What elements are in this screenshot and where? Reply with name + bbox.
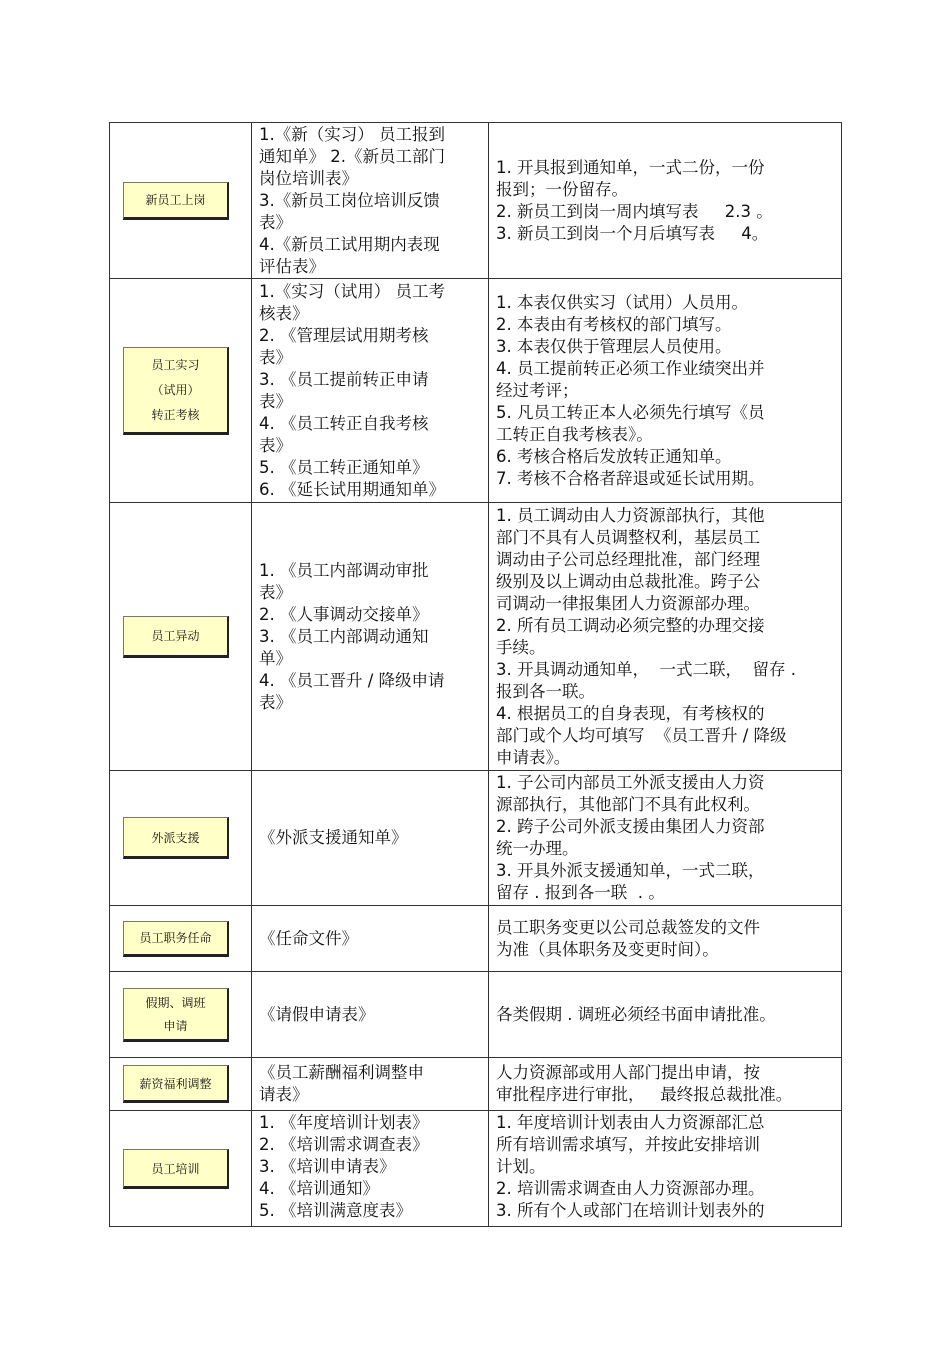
note-line: 工转正自我考核表》。 — [496, 424, 653, 444]
form-name-line: 4. 《员工晋升 / 降级申请 — [259, 670, 445, 690]
note-line: 源部执行，其他部门不具有此权利。 — [496, 795, 760, 814]
form-name-line: 表》 — [259, 391, 292, 411]
note-line: 1. 本表仅供实习（试用）人员用。 — [496, 292, 748, 312]
process-label-line: 假期、调班 — [145, 995, 206, 1010]
note-line: 2. 培训需求调查由人力资源部办理。 — [496, 1179, 765, 1198]
notes-cell — [489, 771, 842, 906]
process-name-cell — [110, 279, 252, 503]
table-row-leave-request — [110, 972, 842, 1058]
note-line: 调动由子公司总经理批准，部门经理 — [496, 549, 760, 569]
process-label-line: 薪资福利调整 — [139, 1076, 212, 1091]
form-name-line: 《外派支援通知单》 — [259, 828, 408, 847]
form-name-line: 4. 《员工转正自我考核 — [259, 413, 429, 433]
forms-cell — [252, 771, 489, 906]
form-name-line: 2. 《管理层试用期考核 — [259, 325, 429, 345]
note-line: 5. 凡员工转正本人必须先行填写《员 — [496, 402, 765, 422]
note-line: 4. 员工提前转正必须工作业绩突出并 — [496, 358, 765, 378]
process-label-line: 新员工上岗 — [145, 193, 206, 207]
process-label-box — [123, 921, 229, 957]
form-name-line: 3. 《员工内部调动通知 — [259, 626, 429, 646]
form-name-line: 4.《新员工试用期内表现 — [259, 234, 440, 254]
notes-cell — [489, 1111, 842, 1227]
note-line: 2. 跨子公司外派支援由集团人力资部 — [496, 817, 765, 836]
notes-cell — [489, 906, 842, 972]
form-name-line: 3. 《培训申请表》 — [259, 1157, 396, 1176]
note-line: 手续。 — [496, 637, 546, 657]
form-name-line: 3. 《员工提前转正申请 — [259, 369, 429, 389]
note-line: 报到各一联。 — [496, 681, 595, 701]
forms-cell — [252, 906, 489, 972]
form-name-line: 4. 《培训通知》 — [259, 1179, 379, 1198]
hr-procedure-table — [109, 122, 842, 1227]
form-name-line: 《任命文件》 — [259, 928, 358, 948]
table-row-secondment — [110, 771, 842, 906]
form-name-line: 2. 《培训需求调查表》 — [259, 1135, 429, 1154]
form-name-line: 表》 — [259, 435, 292, 455]
process-label-line: 员工异动 — [151, 629, 200, 643]
notes-cell — [489, 279, 842, 503]
note-line: 6. 考核合格后发放转正通知单。 — [496, 446, 732, 466]
note-line: 1. 年度培训计划表由人力资源部汇总 — [496, 1113, 765, 1132]
note-line: 3. 开具调动通知单， 一式二联， 留存 . — [496, 659, 796, 679]
note-line: 4. 根据员工的自身表现，有考核权的 — [496, 703, 765, 723]
form-name-line: 《请假申请表》 — [259, 1004, 375, 1024]
form-name-line: 单》 — [259, 648, 292, 668]
forms-cell — [252, 1058, 489, 1111]
note-line: 1. 子公司内部员工外派支援由人力资 — [496, 773, 765, 792]
forms-cell — [252, 1111, 489, 1227]
table-row-training — [110, 1111, 842, 1227]
form-name-line: 表》 — [259, 347, 292, 367]
form-name-line: 请表》 — [259, 1085, 309, 1104]
form-name-line: 表》 — [259, 692, 292, 712]
note-line: 3. 本表仅供于管理层人员使用。 — [496, 336, 732, 356]
note-line: 部门不具有人员调整权利，基层员工 — [496, 527, 760, 547]
process-label-line: 外派支援 — [151, 830, 200, 845]
note-line: 司调动一律报集团人力资源部办理。 — [496, 593, 760, 613]
table-row-transfer — [110, 503, 842, 771]
note-line: 统一办理。 — [496, 839, 579, 858]
note-line: 2. 本表由有考核权的部门填写。 — [496, 314, 732, 334]
form-name-line: 表》 — [259, 582, 292, 602]
form-name-line: 岗位培训表》 — [259, 168, 358, 188]
note-line: 各类假期 . 调班必须经书面申请批准。 — [496, 1004, 776, 1024]
process-name-cell — [110, 906, 252, 972]
form-name-line: 表》 — [259, 212, 292, 232]
process-name-cell — [110, 1058, 252, 1111]
note-line: 审批程序进行审批， 最终报总裁批准。 — [496, 1085, 793, 1104]
form-name-line: 2. 《人事调动交接单》 — [259, 604, 429, 624]
note-line: 1. 开具报到通知单，一式二份，一份 — [496, 157, 765, 177]
process-label-line: 申请 — [163, 1018, 188, 1033]
note-line: 为准（具体职务及变更时间）。 — [496, 939, 719, 959]
form-name-line: 1.《实习（试用） 员工考 — [259, 281, 445, 301]
form-name-line: 核表》 — [259, 303, 309, 323]
form-name-line: 1. 《员工内部调动审批 — [259, 560, 429, 580]
notes-cell — [489, 123, 842, 279]
form-name-line: 5. 《员工转正通知单》 — [259, 457, 429, 477]
process-label-box — [123, 817, 229, 859]
note-line: 部门或个人均可填写 《员工晋升 / 降级 — [496, 725, 787, 745]
process-label-line: 员工实习 — [151, 358, 200, 372]
process-label-line: 员工培训 — [151, 1161, 200, 1176]
forms-cell — [252, 123, 489, 279]
process-label-box — [123, 1149, 229, 1189]
process-name-cell — [110, 972, 252, 1058]
process-label-line: 转正考核 — [151, 408, 200, 422]
form-name-line: 通知单》 2.《新员工部门 — [259, 146, 445, 166]
note-line: 3. 新员工到岗一个月后填写表 4。 — [496, 223, 769, 243]
note-line: 所有培训需求填写，并按此安排培训 — [496, 1135, 760, 1154]
note-line: 3. 所有个人或部门在培训计划表外的 — [496, 1201, 765, 1220]
form-name-line: 3.《新员工岗位培训反馈 — [259, 190, 440, 210]
notes-cell — [489, 1058, 842, 1111]
process-label-box — [123, 1065, 229, 1103]
note-line: 报到；一份留存。 — [496, 179, 628, 199]
table-row-salary-adjustment — [110, 1058, 842, 1111]
form-name-line: 1. 《年度培训计划表》 — [259, 1113, 429, 1132]
note-line: 计划。 — [496, 1157, 546, 1176]
note-line: 人力资源部或用人部门提出申请，按 — [496, 1063, 760, 1082]
note-line: 2. 新员工到岗一周内填写表 2.3 。 — [496, 201, 773, 221]
process-label-box — [123, 988, 229, 1042]
notes-cell — [489, 972, 842, 1058]
process-label-line: （试用） — [151, 383, 200, 397]
note-line: 员工职务变更以公司总裁签发的文件 — [496, 917, 760, 937]
forms-cell — [252, 503, 489, 771]
note-line: 级别及以上调动由总裁批准。跨子公 — [496, 571, 760, 591]
table-row-appointment — [110, 906, 842, 972]
process-label-box — [123, 347, 229, 435]
note-line: 留存 . 报到各一联 . 。 — [496, 883, 665, 902]
process-name-cell — [110, 123, 252, 279]
note-line: 3. 开具外派支援通知单，一式二联， — [496, 861, 765, 880]
forms-cell — [252, 972, 489, 1058]
note-line: 1. 员工调动由人力资源部执行，其他 — [496, 505, 765, 525]
note-line: 2. 所有员工调动必须完整的办理交接 — [496, 615, 765, 635]
note-line: 7. 考核不合格者辞退或延长试用期。 — [496, 468, 765, 488]
process-label-box — [123, 182, 229, 220]
process-label-line: 员工职务任命 — [139, 931, 212, 945]
process-label-box — [123, 616, 229, 658]
notes-cell — [489, 503, 842, 771]
form-name-line: 1.《新（实习） 员工报到 — [259, 124, 445, 144]
note-line: 经过考评； — [496, 380, 579, 400]
table-row-onboarding — [110, 123, 842, 279]
forms-cell — [252, 279, 489, 503]
process-name-cell — [110, 771, 252, 906]
note-line: 申请表》。 — [496, 747, 571, 767]
form-name-line: 评估表》 — [259, 256, 325, 276]
table-row-probation-review — [110, 279, 842, 503]
form-name-line: 5. 《培训满意度表》 — [259, 1201, 412, 1220]
process-name-cell — [110, 1111, 252, 1227]
form-name-line: 《员工薪酬福利调整申 — [259, 1063, 424, 1082]
process-name-cell — [110, 503, 252, 771]
form-name-line: 6. 《延长试用期通知单》 — [259, 479, 445, 499]
